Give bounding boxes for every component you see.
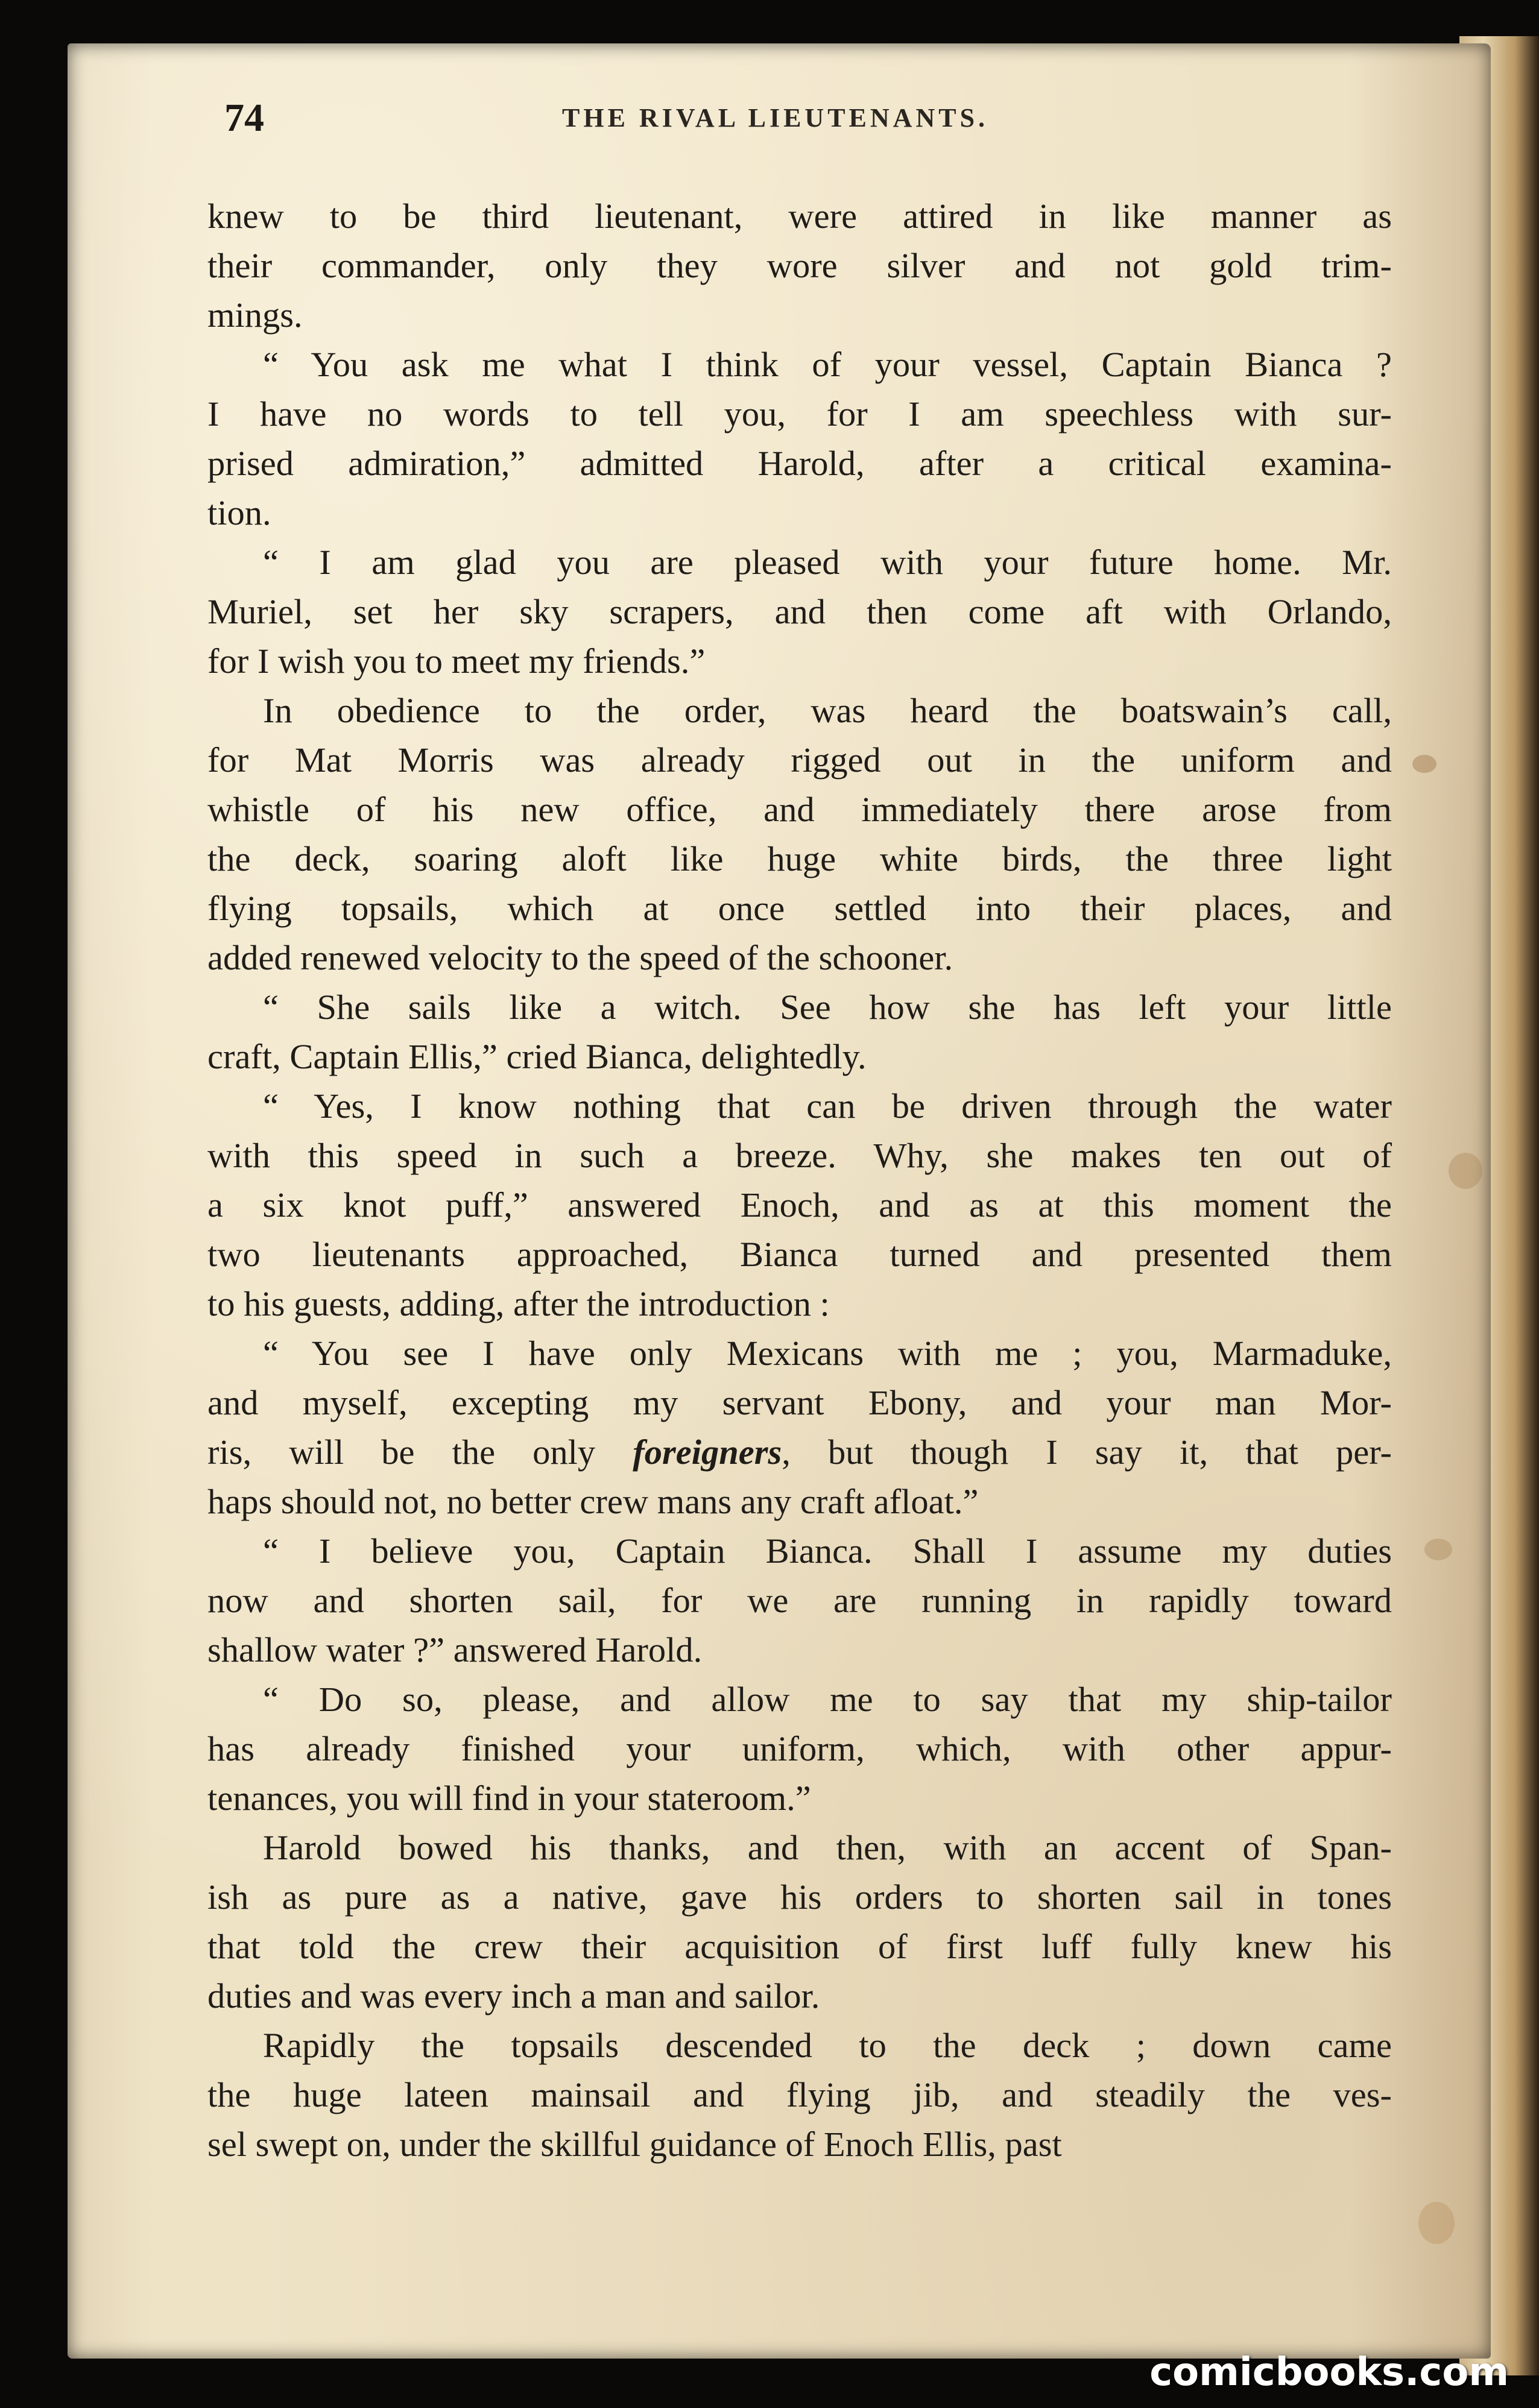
- text-line: two lieutenants approached, Bianca turned and presented them: [207, 1235, 1392, 1274]
- text-line: that told the crew their acquisition of first luff fully knew his: [207, 1927, 1392, 1966]
- text-line: has already finished your uniform, which, with other appur-: [207, 1729, 1392, 1768]
- text-line: “ You see I have only Mexicans with me ; you, Marmaduke,: [263, 1334, 1392, 1373]
- paragraph: [207, 1329, 1392, 1527]
- paragraph: [207, 2021, 1392, 2169]
- body-text: [207, 192, 1392, 2169]
- stain-mark: [1412, 755, 1436, 773]
- italic-word: foreigners: [633, 1433, 782, 1472]
- stain-mark: [1418, 2202, 1455, 2244]
- text-line: the huge lateen mainsail and flying jib, and steadily the ves-: [207, 2075, 1392, 2114]
- stain-mark: [1449, 1153, 1482, 1189]
- running-head: [224, 95, 1400, 150]
- text-line: mings.: [207, 295, 303, 335]
- text-line: “ Yes, I know nothing that can be driven through the water: [263, 1086, 1392, 1126]
- paragraph: [207, 983, 1392, 1082]
- text-line: “ She sails like a witch. See how she has left your little: [263, 988, 1392, 1027]
- watermark: comicbooks.com: [1149, 2350, 1509, 2395]
- stain-mark: [1424, 1539, 1452, 1560]
- paragraph: [207, 1527, 1392, 1675]
- paragraph: [207, 538, 1392, 686]
- text-line: “ You ask me what I think of your vessel, Captain Bianca ?: [263, 345, 1392, 384]
- text-line: now and shorten sail, for we are running in rapidly toward: [207, 1581, 1392, 1620]
- text-line: tion.: [207, 493, 271, 532]
- text-line: flying topsails, which at once settled into their places, and: [207, 889, 1392, 928]
- text-line: In obedience to the order, was heard the boatswain’s call,: [263, 691, 1392, 730]
- text-line: and myself, excepting my servant Ebony, and your man Mor-: [207, 1383, 1392, 1422]
- text-line: haps should not, no better crew mans any craft afloat.”: [207, 1482, 979, 1521]
- text-line: ish as pure as a native, gave his orders to shorten sail in tones: [207, 1877, 1392, 1917]
- text-line: for I wish you to meet my friends.”: [207, 641, 706, 681]
- text-line: the deck, soaring aloft like huge white birds, the three light: [207, 839, 1392, 878]
- text-line: knew to be third lieutenant, were attired in like manner as: [207, 197, 1392, 236]
- text-line: sel swept on, under the skillful guidance of Enoch Ellis, past: [207, 2125, 1062, 2164]
- paragraph: [207, 192, 1392, 340]
- page-number: 74: [224, 96, 264, 140]
- text-line: Muriel, set her sky scrapers, and then come aft with Orlando,: [207, 592, 1392, 631]
- text-line: Harold bowed his thanks, and then, with an accent of Span-: [263, 1828, 1392, 1867]
- text-line: tenances, you will find in your stateroom.”: [207, 1779, 811, 1818]
- text-line: ris, will be the only foreigners, but though I say it, that per-: [207, 1433, 1392, 1472]
- text-line: “ I believe you, Captain Bianca. Shall I assume my duties: [263, 1531, 1392, 1571]
- text-line: a six knot puff,” answered Enoch, and as at this moment the: [207, 1185, 1392, 1224]
- text-line: shallow water ?” answered Harold.: [207, 1630, 703, 1669]
- text-line: I have no words to tell you, for I am speechless with sur-: [207, 394, 1392, 433]
- paragraph: [207, 1082, 1392, 1329]
- text-line: “ I am glad you are pleased with your future home. Mr.: [263, 543, 1392, 582]
- text-line: their commander, only they wore silver and not gold trim-: [207, 246, 1392, 285]
- text-line: added renewed velocity to the speed of the schooner.: [207, 938, 953, 977]
- paragraph: [207, 1823, 1392, 2021]
- text-line: for Mat Morris was already rigged out in the uniform and: [207, 740, 1392, 780]
- text-line: prised admiration,” admitted Harold, after a critical examina-: [207, 444, 1392, 483]
- text-line: whistle of his new office, and immediately there arose from: [207, 790, 1392, 829]
- text-line: duties and was every inch a man and sailor.: [207, 1976, 820, 2016]
- paragraph: [207, 686, 1392, 983]
- text-line: craft, Captain Ellis,” cried Bianca, delightedly.: [207, 1037, 867, 1076]
- text-line: “ Do so, please, and allow me to say that my ship-tailor: [263, 1680, 1392, 1719]
- paragraph: [207, 1675, 1392, 1823]
- text-line: Rapidly the topsails descended to the deck ; down came: [263, 2026, 1392, 2065]
- text-line: with this speed in such a breeze. Why, she makes ten out of: [207, 1136, 1392, 1175]
- paragraph: [207, 340, 1392, 538]
- text-line: to his guests, adding, after the introduction :: [207, 1284, 830, 1323]
- book-title: THE RIVAL LIEUTENANTS.: [562, 103, 989, 133]
